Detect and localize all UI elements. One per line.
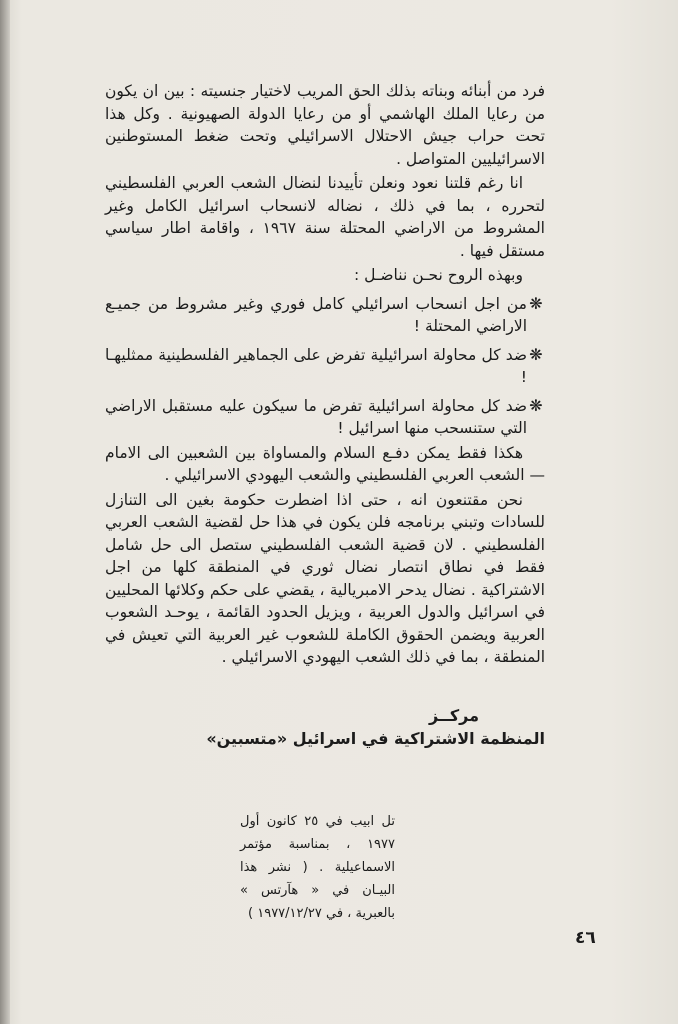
binding-shadow [0,0,10,1024]
bullet-text: ضد كل محاولة اسرائيلية تفرض ما سيكون عليه مستقبل الاراضي التي ستنسحب منها اسرائيل ! [105,396,527,437]
list-item [105,344,545,389]
list-item [105,293,545,338]
signature-title: مركــز [428,706,479,725]
main-text [105,80,545,669]
asterisk-bullet-icon: ❋ [529,293,543,313]
paragraph-peace: هكذا فقط يمكن دفـع السلام والمساواة بين الشعبين الى الامام — الشعب العربي الفلسطيني والشعب اليهودي الاسرائيلي . [105,443,545,484]
asterisk-bullet-icon: ❋ [529,344,543,364]
page-number: ٤٦ [575,928,596,948]
paragraph-intro: فرد من أبنائه وبناته بذلك الحق المريب لاختيار جنسيته : بين ان يكون من رعايا الملك الهاشمي أو من رعايا الدولة الصهيونية . وكل هذا تحت حراب جيش الاحتلال الاسرائيلي وتحت ضغط المستوطنين الاسرائيليين المتواصل . [105,82,545,168]
signature-block [105,705,545,751]
signature-organization: المنظمة الاشتراكية في اسرائيل «متسبين» [206,729,545,748]
paragraph-conviction: نحن مقتنعون انه ، حتى اذا اضطرت حكومة بغين الى التنازل للسادات وتبني برنامجه فلن يكون في هذا حل لقضية الشعب العربي الفلسطيني . لان قضية الشعب الفلسطيني ستصل الى حل شامل فقط في نطاق انتصار نضال ثوري في المنطقة كلها من اجل الاشتراكية . نضال يدحر الامبريالية ، يقضي على حكم وكلائها المحليين في اسرائيل والدول العربية ، ويزيل الحدود القائمة ، يوحـد الشعوب العربية ويضمن الحقوق الكاملة للشعوب غير العربية التي تعيش في المنطقة ، بما في ذلك الشعب اليهودي الاسرائيلي . [105,490,545,666]
list-item [105,395,545,440]
bullet-text: من اجل انسحاب اسرائيلي كامل فوري وغير مشروط من جميـع الاراضي المحتلة ! [105,294,527,335]
asterisk-bullet-icon: ❋ [529,395,543,415]
date-footnote: تل ابيب في ٢٥ كانون أول ١٩٧٧ ، بمناسبة مؤتمر الاسماعيلية . ( نشر هذا البيـان في « هآرتس » بالعبرية ، في ١٩٧٧/١٢/٢٧ ) [240,814,395,921]
paragraph-support: انا رغم قلتنا نعود ونعلن تأييدنا لنضال الشعب العربي الفلسطيني لتحرره ، بما في ذلك ، نضاله لانسحاب اسرائيل الكامل وغير المشروط من الاراضي المحتلة سنة ١٩٦٧ ، واقامة اطار سياسي مستقل فيها . [105,174,545,260]
bullet-text: ضد كل محاولة اسرائيلية تفرض على الجماهير الفلسطينية ممثليهـا ! [105,345,527,386]
paragraph-struggle-lead: وبهذه الروح نحـن نناضـل : [353,266,523,284]
